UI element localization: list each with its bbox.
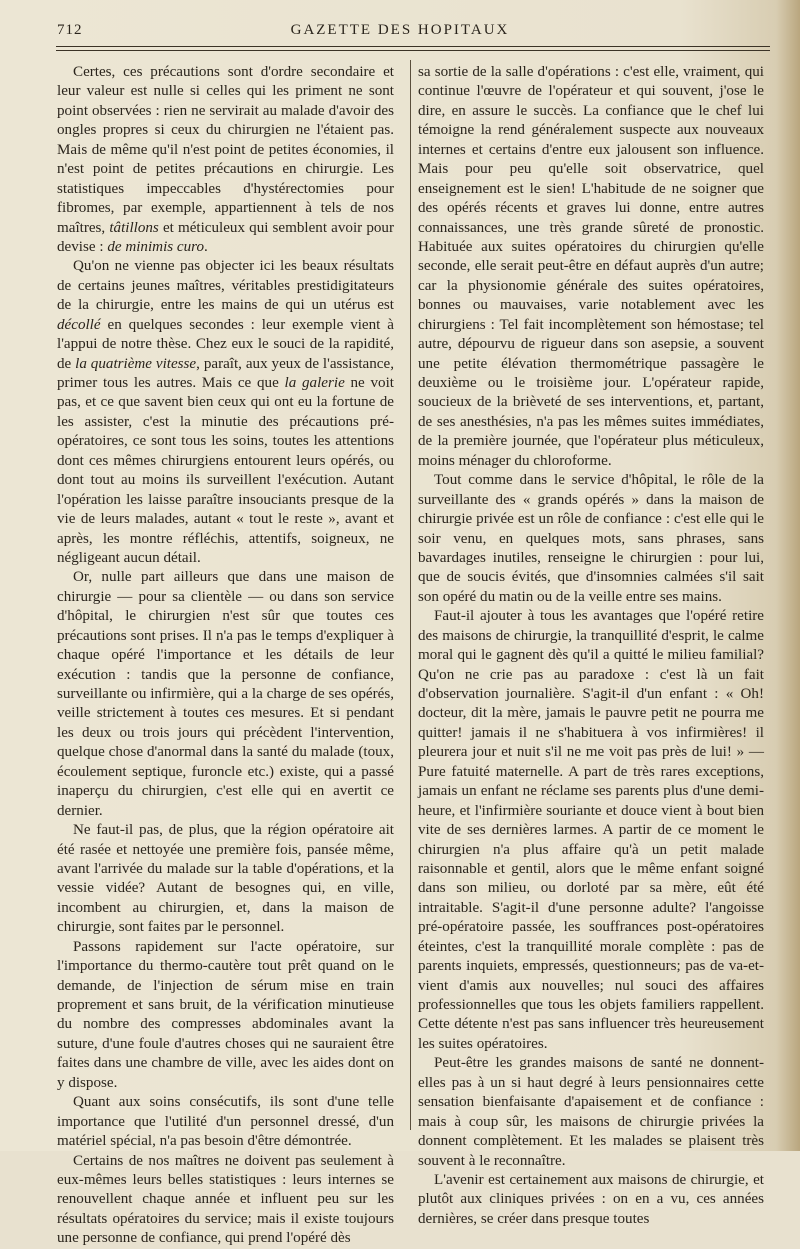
page-header (0, 22, 800, 44)
header-rule-double (56, 50, 770, 51)
paragraph: Or, nulle part ailleurs que dans une maison de chirurgie — pour sa clientèle — ou dans son service d'hôpital, le chirurgien n'est sûr que toutes ces précautions sont prises. Il n'a pas le temps d'expliquer à chaque opéré l'importance et les détails de leur exécution : tandis que la personne de confiance, surveillante ou infirmière, qui a la charge de ses opérés, veille strictement à toutes ces mesures. Et si pendant les deux ou trois jours qui précèdent l'intervention, quelque chose d'anormal dans la santé du malade (toux, écoulement septique, furoncle etc.) existe, qui a passé inaperçu du chirurgien, c'est elle qui en avertit ce dernier. (57, 569, 394, 819)
paragraph: Certains de nos maîtres ne doivent pas seulement à eux-mêmes leurs belles statistiques : leurs internes se renouvellent chaque année et influent peu sur les résultats opératoires du service; mais il existe toujours une personne de confiance, qui prend l'opéré dès (57, 1152, 394, 1247)
paragraph: Certes, ces précautions sont d'ordre secondaire et leur valeur est nulle si celles qui les priment ne sont point observées : rien ne servirait au malade d'avoir des ongles propres si ceux du chirurgien ne l'étaient pas. Mais de même qu'il n'est point de petites économies, il n'est point de petites précautions en chirurgie. Les statistiques impeccables d'hystérectomies pour fibromes, par exemple, appartiennent à tels de nos maîtres, tâtillons et méticuleux qui semblent avoir pour devise : de minimis curo. (57, 64, 394, 255)
paragraph: Ne faut-il pas, de plus, que la région opératoire ait été rasée et nettoyée une première fois, pansée même, avant l'arrivée du malade sur la table d'opérations, et la vessie vidée? Autant de besognes qui, en ville, incombent au chirurgien, et, dans la maison de chirurgie, sont faites par le personnel. (57, 822, 394, 936)
running-title: GAZETTE DES HOPITAUX (290, 22, 510, 38)
page-number: 712 (57, 22, 83, 38)
paragraph: Tout comme dans le service d'hôpital, le rôle de la surveillante des « grands opérés » dans la maison de chirurgie privée est un rôle de confiance : c'est elle qui le soir venu, en quelques mots, sans phrases, sans bavardages inutiles, renseigne le chirurgien : pour lui, que de soucis évités, que d'insomnies calmées s'il sait son opéré du matin ou de la veille entre ses mains. (418, 472, 764, 605)
paragraph: sa sortie de la salle d'opérations : c'est elle, vraiment, qui continue l'œuvre de l'opérateur et qui souvent, j'ose le dire, en assure le succès. La confiance que le chef lui témoigne la rend généralement suspecte aux nouveaux internes et certains d'entre eux jalousent son influence. Mais pour peu qu'elle soit observatrice, quel enseignement est le sien! L'habitude de ne soigner que des opérés récents et graves lui donne, entre autres connaissances, une très grande sûreté de pronostic. Habituée aux suites opératoires du chirurgien qu'elle seconde, elle serait peut-être en défaut auprès d'un autre; car la physionomie générale des suites opératoires, bonnes ou mauvaises, varie notablement avec les chirurgiens : Tel fait incomplètement son hémostase; tel autre, dépourvu de rigueur dans son asepsie, a souvent une petite élévation thermométrique passagère le deuxième ou le troisième jour. L'opérateur rapide, soucieux de la brièveté de ses interventions, et, partant, de ses anesthésies, n'a pas les mêmes suites immédiates, de la première journée, que l'opérateur plus méticuleux, moins ménager du chloroforme. (418, 64, 764, 469)
paragraph: Passons rapidement sur l'acte opératoire, sur l'importance du thermo-cautère tout prêt quand on le demande, de l'injection de sérum mise en train proprement et sans bruit, de la vérification minutieuse du nombre des compresses abdominales avant la suture, d'une foule d'autres choses qui ne sauraient être faites dans une chambre de ville, avec les aides dont on y dispose. (57, 938, 394, 1091)
column-divider (410, 60, 411, 1130)
paragraph: Peut-être les grandes maisons de santé ne donnent-elles pas à un si haut degré à leurs pensionnaires cette sensation bienfaisante d'apaisement et de confiance : mais à coup sûr, les maisons de chirurgie privées la donnent complètement. Et les malades se plaisent très souvent à le reconnaître. (418, 1055, 764, 1169)
paragraph: Qu'on ne vienne pas objecter ici les beaux résultats de certains jeunes maîtres, véritables prestidigitateurs de la chirurgie, entre les mains de qui un utérus est décollé en quelques secondes : leur exemple vient à l'appui de notre thèse. Chez eux le souci de la rapidité, de la quatrième vitesse, paraît, aux yeux de l'assistance, primer tous les autres. Mais ce que la galerie ne voit pas, et ce que savent bien ceux qui ont eu la fortune de les assister, c'est la minutie des précautions pré-opératoires, ce sont tous les soins, toutes les attentions dont ces mêmes chirurgiens entourent leurs opérés, ou dont tout au moins ils surveillent l'exécution. Autant l'opération les laisse paraître insouciants presque de la vie de leurs malades, autant « tout le reste », avant et après, les montre réfléchis, attentifs, soigneux, ne négligeant aucun détail. (57, 258, 394, 566)
header-rule (56, 46, 770, 47)
left-column (57, 63, 394, 1249)
paragraph: L'avenir est certainement aux maisons de chirurgie, et plutôt aux cliniques privées : on en a vu, ces années dernières, se créer dans presque toutes (418, 1171, 764, 1227)
right-column (418, 63, 764, 1229)
paragraph: Quant aux soins consécutifs, ils sont d'une telle importance que l'utilité d'un personnel dressé, d'un matériel spécial, n'a pas besoin d'être démontrée. (57, 1094, 394, 1150)
paragraph: Faut-il ajouter à tous les avantages que l'opéré retire des maisons de chirurgie, la tranquillité d'esprit, le calme moral qui le gagnent dès qu'il a quitté le milieu familial? Qu'on ne crie pas au paradoxe : c'est là un fait d'observation journalière. S'agit-il d'un enfant : « Oh! docteur, dit la mère, jamais le pauvre petit ne pourra me quitter! jamais il ne s'habituera à vos infirmières! il pleurera jour et nuit s'il ne me voit pas près de lui! » — Pure fatuité maternelle. A part de très rares exceptions, jamais un enfant ne réclame ses parents plus d'une demi-heure, et l'infirmière souriante et douce vient à bout bien vite de ses dernières larmes. A partir de ce moment le chirurgien n'a plus affaire qu'à un petit malade raisonnable et gentil, alors que le même enfant soigné dans son milieu, ou dorloté par sa mère, eût été intraitable. S'agit-il d'une personne adulte? l'angoisse pré-opératoire passée, les souffrances post-opératoires éteintes, c'est la tranquillité morale complète : pas de parents inquiets, empressés, questionneurs; pas de va-et-vient d'amis aux nouvelles; nul souci des affaires professionnelles que tous les objets familiers rappellent. Cette détente n'est pas sans influencer très heureusement les suites opératoires. (418, 608, 764, 1052)
